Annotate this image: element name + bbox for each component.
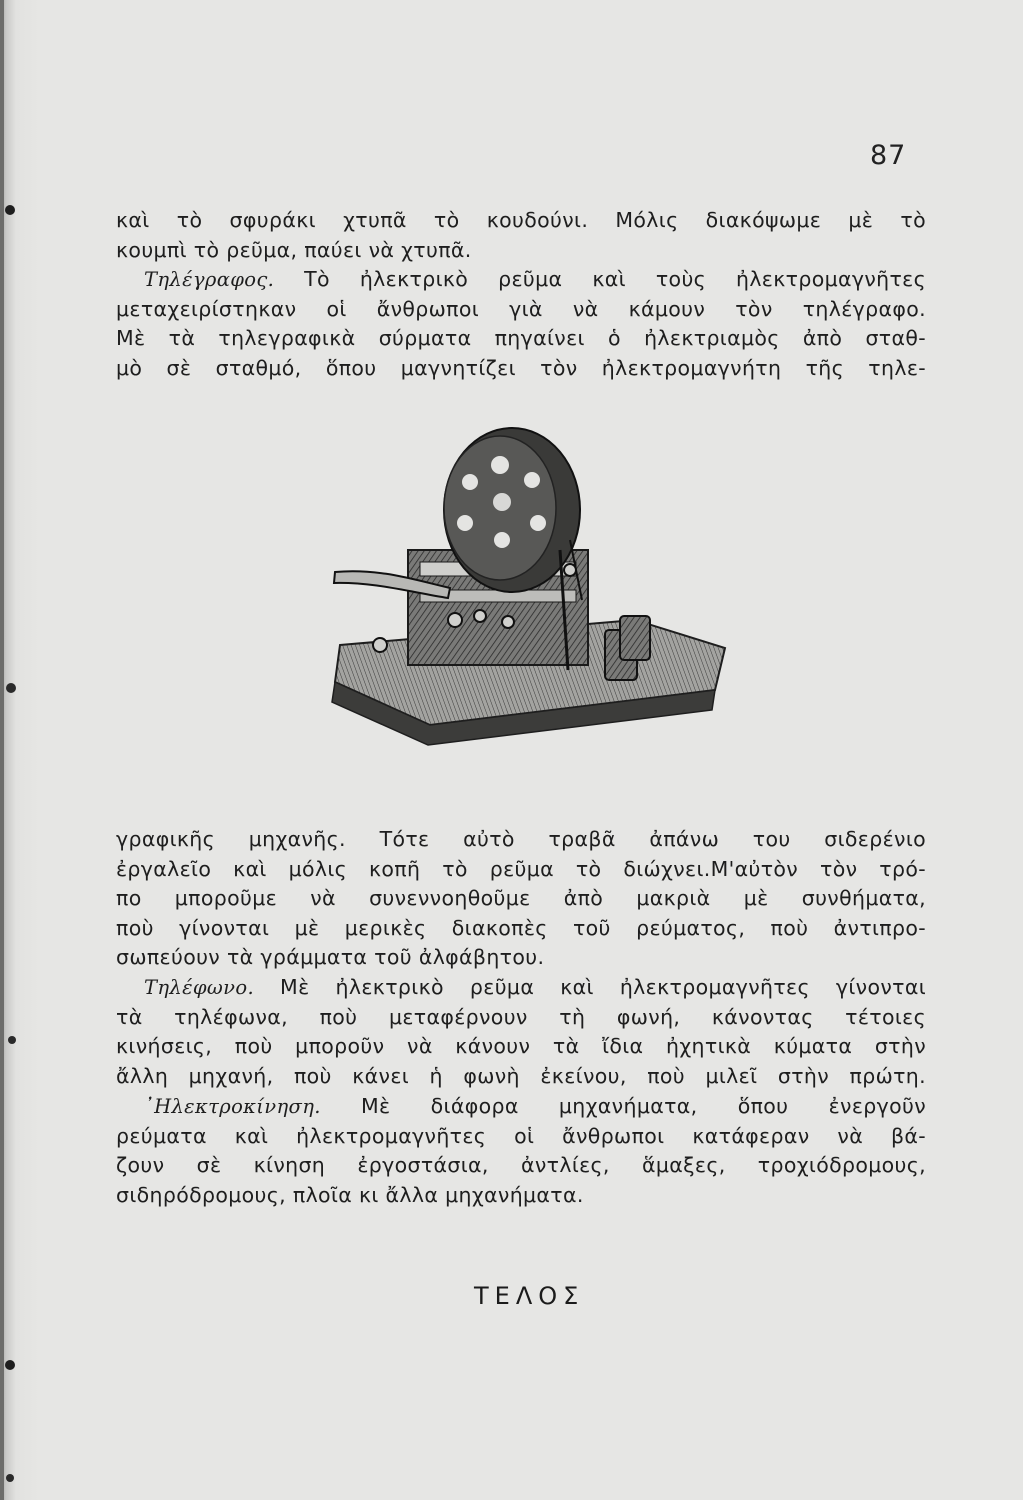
section-heading-telephone: Τηλέφωνο.: [144, 976, 255, 999]
binding-stitch-marks: [0, 0, 20, 1500]
text-line: σιδηρόδρομους, πλοῖα κι ἄλλα μηχανήματα.: [116, 1182, 584, 1207]
text-line: σωπεύουν τὰ γράμματα τοῦ ἀλφάβητου.: [116, 945, 545, 970]
page-number: 87: [870, 140, 907, 171]
text-line: Τὸ ἠλεκτρικὸ ρεῦμα καὶ τοὺς ἠλεκτρομαγνῆτες: [274, 267, 926, 291]
text-line: ποὺ γίνονται μὲ μερικὲς διακοπὲς τοῦ ρεύματος, ποὺ ἀντιπρο-: [116, 915, 926, 940]
text-line: γραφικῆς μηχανῆς. Τότε αὐτὸ τραβᾶ ἀπάνω του σιδερένιο: [116, 827, 926, 851]
text-line: Μὲ τὰ τηλεγραφικὰ σύρματα πηγαίνει ὁ ἠλεκτριαμὸς ἀπὸ σταθ-: [116, 326, 926, 351]
paragraph-telephone: [116, 973, 926, 1091]
end-mark: ΤΕΛΟΣ: [474, 1282, 585, 1310]
text-line: τὰ τηλέφωνα, ποὺ μεταφέρνουν τὴ φωνή, κάνοντας τέτοιες: [116, 1004, 926, 1029]
text-line: Μὲ ἠλεκτρικὸ ρεῦμα καὶ ἠλεκτρομαγνῆτες γίνονται: [254, 975, 926, 999]
text-line: καὶ τὸ σφυράκι χτυπᾶ τὸ κουδούνι. Μόλις διακόψωμε μὲ τὸ: [116, 208, 926, 232]
section-heading-electric-motion: ᾿Ηλεκτροκίνηση.: [144, 1095, 321, 1118]
text-line: μὸ σὲ σταθμό, ὅπου μαγνητίζει τὸν ἠλεκτρομαγνήτη τῆς τηλε-: [116, 355, 926, 380]
section-heading-telegraph: Τηλέγραφος.: [144, 268, 275, 291]
text-line: Μὲ διάφορα μηχανήματα, ὅπου ἐνεργοῦν: [320, 1094, 926, 1118]
text-line: ἄλλη μηχανή, ποὺ κάνει ἡ φωνὴ ἐκείνου, ποὺ μιλεῖ στὴν πρώτη.: [116, 1063, 926, 1088]
text-line: μεταχειρίστηκαν οἱ ἄνθρωποι γιὰ νὰ κάμουν τὸν τηλέγραφο.: [116, 296, 926, 321]
paragraph-bell: [116, 206, 926, 265]
text-line: κινήσεις, ποὺ μποροῦν νὰ κάνουν τὰ ἴδια ἠχητικὰ κύματα στὴν: [116, 1034, 926, 1059]
text-line: πο μποροῦμε νὰ συνεννοηθοῦμε ἀπὸ μακριὰ μὲ συνθήματα,: [116, 886, 926, 911]
paragraph-electric-motion: [116, 1092, 926, 1210]
text-line: ρεύματα καὶ ἠλεκτρομαγνῆτες οἱ ἄνθρωποι κατάφεραν νὰ βά-: [116, 1123, 926, 1148]
paragraph-telegraph: [116, 265, 926, 383]
telegraph-machine-illustration: [320, 420, 740, 750]
text-line: ζουν σὲ κίνηση ἐργοστάσια, ἀντλίες, ἅμαξες, τροχιόδρομους,: [116, 1153, 926, 1178]
paragraph-telegraph-continued: [116, 825, 926, 973]
text-line: ἐργαλεῖο καὶ μόλις κοπῆ τὸ ρεῦμα τὸ διώχνει.Μ'αὐτὸν τὸν τρό-: [116, 856, 926, 881]
text-line: κουμπὶ τὸ ρεῦμα, παύει νὰ χτυπᾶ.: [116, 237, 472, 262]
